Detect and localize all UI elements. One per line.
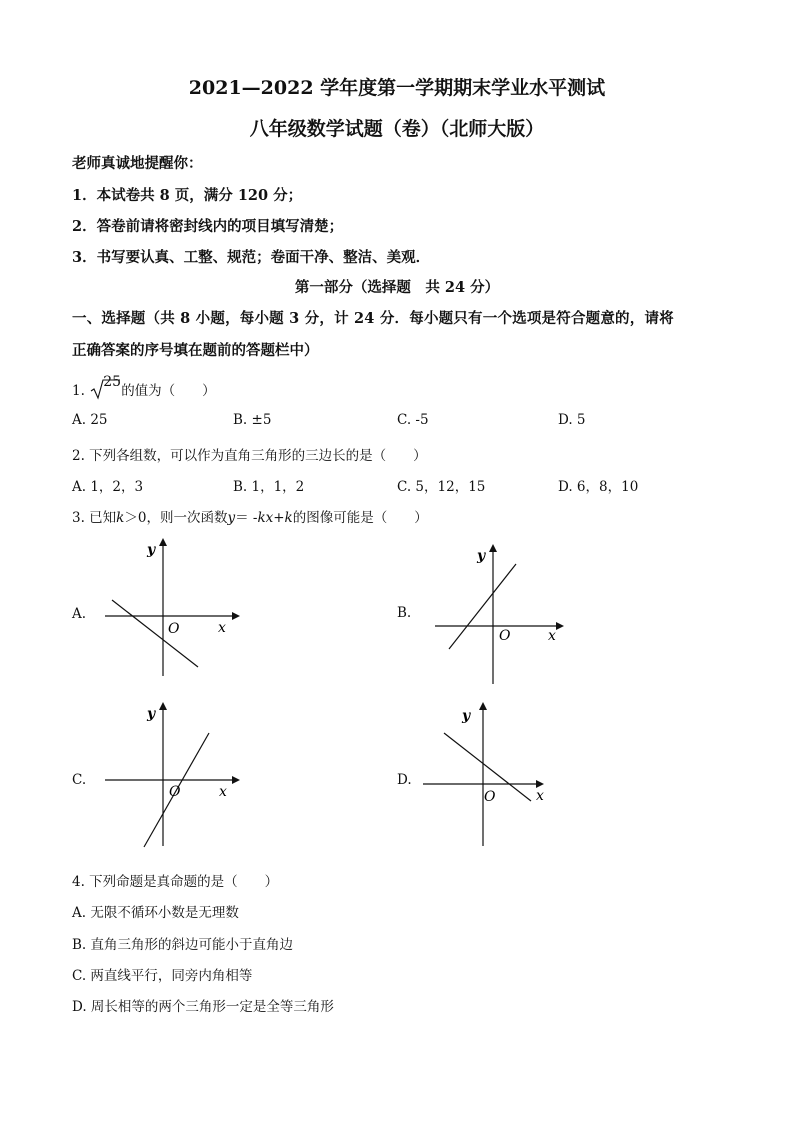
graph-d — [420, 700, 555, 848]
question-3-stem — [72, 506, 428, 526]
y-axis-arrow-icon — [159, 702, 167, 710]
origin-label: O — [484, 789, 496, 805]
variable-y: y — [227, 510, 236, 526]
origin-label: O — [168, 621, 180, 637]
graph-c — [100, 700, 240, 852]
option-d: D. 周长相等的两个三角形一定是全等三角形 — [72, 999, 334, 1015]
option-b: B. ±5 — [233, 412, 272, 428]
exam-subtitle: 八年级数学试题（卷）（北师大版） — [249, 118, 545, 140]
y-axis-label: y — [147, 706, 156, 722]
y-axis-label: y — [462, 708, 471, 724]
question-number: 1. — [72, 383, 85, 399]
notice-item: 2．答卷前请将密封线内的项目填写清楚； — [72, 218, 344, 235]
part1-heading: 第一部分（选择题 共 24 分） — [294, 279, 500, 296]
notice-heading: 老师真诚地提醒你： — [72, 155, 203, 172]
y-axis-arrow-icon — [489, 544, 497, 552]
option-a: A. 25 — [72, 412, 108, 428]
x-axis-label: x — [219, 784, 227, 800]
stem-suffix: 的图像可能是（ ） — [292, 510, 428, 526]
question-2-stem: 2. 下列各组数，可以作为直角三角形的三边长的是（ ） — [72, 448, 427, 464]
equals-sign: ＝ - — [235, 510, 258, 526]
x-axis-arrow-icon — [536, 780, 544, 788]
notice-item: 1．本试卷共 8 页，满分 120 分； — [72, 187, 303, 204]
graph-c-label: C. — [72, 772, 87, 788]
question-stem-suffix: 的值为（ ） — [121, 383, 216, 399]
option-a: A. 无限不循环小数是无理数 — [72, 905, 239, 921]
option-c: C. 两直线平行，同旁内角相等 — [72, 968, 253, 984]
option-d: D. 5 — [558, 412, 586, 428]
origin-label: O — [169, 784, 181, 800]
y-axis-arrow-icon — [479, 702, 487, 710]
stem-mid: ＞0，则一次函数 — [124, 510, 228, 526]
x-axis-label: x — [548, 628, 556, 644]
sqrt-radicand: 25 — [103, 374, 122, 390]
exam-title: 2021—2022 学年度第一学期期末学业水平测试 — [188, 77, 606, 99]
question-4-stem: 4. 下列命题是真命题的是（ ） — [72, 874, 279, 890]
sqrt-expression — [89, 374, 122, 400]
option-b: B. 1，1，2 — [233, 479, 305, 495]
stem-prefix: 3. 已知 — [72, 510, 117, 526]
function-line — [112, 600, 198, 667]
graph-a — [100, 536, 240, 682]
graph-d-label: D. — [397, 772, 412, 788]
question-1-stem — [72, 374, 216, 400]
variable-k: k — [116, 510, 125, 526]
option-c: C. 5，12，15 — [397, 479, 486, 495]
option-a: A. 1，2，3 — [72, 479, 144, 495]
x-axis-label: x — [536, 788, 544, 804]
x-axis-label: x — [218, 620, 226, 636]
x-axis-arrow-icon — [232, 776, 240, 784]
graph-a-label: A. — [72, 606, 87, 622]
y-axis-label: y — [477, 548, 486, 564]
y-axis-label: y — [147, 542, 156, 558]
graph-b — [430, 542, 565, 687]
section-instruction: 一、选择题（共 8 小题，每小题 3 分，计 24 分．每小题只有一个选项是符合题意的，请将 — [72, 310, 674, 327]
graph-b-label: B. — [397, 605, 412, 621]
origin-label: O — [499, 628, 511, 644]
x-axis-arrow-icon — [232, 612, 240, 620]
option-b: B. 直角三角形的斜边可能小于直角边 — [72, 937, 294, 953]
option-c: C. -5 — [397, 412, 429, 428]
notice-item: 3．书写要认真、工整、规范；卷面干净、整洁、美观． — [72, 249, 431, 266]
section-instruction-cont: 正确答案的序号填在题前的答题栏中） — [72, 342, 319, 359]
x-axis-arrow-icon — [556, 622, 564, 630]
function-rhs: kx+k — [257, 510, 293, 526]
option-d: D. 6，8，10 — [558, 479, 639, 495]
y-axis-arrow-icon — [159, 538, 167, 546]
